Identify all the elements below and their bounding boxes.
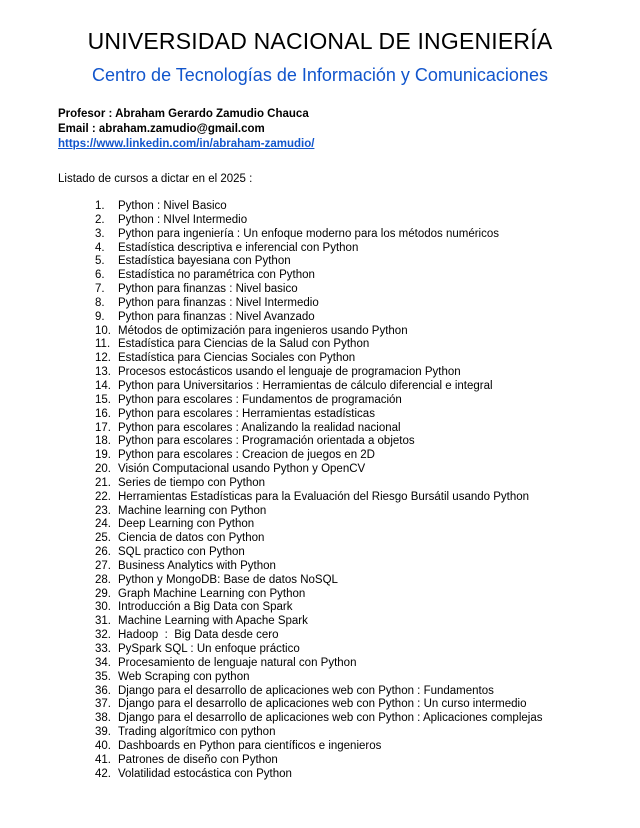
course-title: Volatilidad estocástica con Python: [118, 767, 292, 780]
course-number: 21.: [95, 476, 111, 489]
course-number: 10.: [95, 324, 111, 337]
course-item: [95, 532, 582, 546]
course-item: [95, 255, 582, 269]
course-title: Patrones de diseño con Python: [118, 753, 278, 766]
course-title: Python para escolares : Programación orientada a objetos: [118, 435, 415, 448]
course-item: [95, 768, 582, 782]
professor-info-block: [58, 107, 582, 152]
course-number: 33.: [95, 643, 111, 655]
course-item: [95, 629, 582, 643]
course-title: Python : Nivel Basico: [118, 200, 227, 212]
course-number: 36.: [95, 684, 111, 697]
course-item: [95, 463, 582, 477]
course-title: Python para Universitarios : Herramientas de cálculo diferencial e integral: [118, 379, 493, 392]
course-number: 37.: [95, 698, 111, 711]
course-number: 9.: [95, 310, 105, 323]
course-title: Graph Machine Learning con Python: [118, 587, 306, 600]
course-item: [95, 297, 582, 311]
course-number: 34.: [95, 656, 111, 669]
course-item: [95, 435, 582, 449]
course-title: Django para el desarrollo de aplicaciones web con Python : Fundamentos: [118, 684, 494, 697]
course-item: [95, 505, 582, 519]
course-number: 27.: [95, 559, 111, 572]
course-item: [95, 574, 582, 588]
course-number: 11.: [95, 338, 111, 351]
course-title: Estadística no paramétrica con Python: [118, 269, 315, 282]
course-title: Métodos de optimización para ingenieros usando Python: [118, 324, 408, 337]
course-number: 20.: [95, 463, 111, 476]
course-item: [95, 754, 582, 768]
course-title: Estadística para Ciencias Sociales con Python: [118, 352, 356, 365]
course-title: Visión Computacional usando Python y OpenCV: [118, 463, 366, 476]
course-number: 5.: [95, 255, 105, 268]
course-title: Python para finanzas : Nivel Intermedio: [118, 296, 319, 309]
course-number: 28.: [95, 573, 111, 586]
course-item: [95, 560, 582, 574]
course-number: 15.: [95, 393, 111, 406]
course-item: [95, 366, 582, 380]
linkedin-link[interactable]: https://www.linkedin.com/in/abraham-zamudio/: [58, 138, 315, 150]
course-item: [95, 394, 582, 408]
course-number: 41.: [95, 753, 111, 766]
course-item: [95, 242, 582, 256]
course-number: 42.: [95, 767, 111, 780]
course-title: Estadística bayesiana con Python: [118, 255, 291, 268]
course-title: Web Scraping con python: [118, 670, 250, 683]
course-number: 3.: [95, 227, 105, 240]
course-item: [95, 698, 582, 712]
course-number: 13.: [95, 366, 111, 379]
course-title: Series de tiempo con Python: [118, 476, 266, 489]
course-item: [95, 491, 582, 505]
course-title: Procesamiento de lenguaje natural con Python: [118, 656, 357, 669]
course-item: [95, 477, 582, 491]
course-number: 7.: [95, 283, 105, 296]
course-title: Dashboards en Python para científicos e ingenieros: [118, 739, 382, 752]
document-page: [0, 28, 640, 828]
linkedin-line: [58, 137, 582, 152]
course-item: [95, 228, 582, 242]
course-title: Python para escolares : Creacion de juegos en 2D: [118, 449, 375, 462]
course-title: Python para escolares : Analizando la realidad nacional: [118, 421, 401, 434]
professor-email-line: Email : abraham.zamudio@gmail.com: [58, 123, 265, 135]
course-number: 17.: [95, 421, 111, 434]
course-title: Machine Learning with Apache Spark: [118, 615, 308, 628]
page-title: UNIVERSIDAD NACIONAL DE INGENIERÍA: [87, 28, 553, 54]
course-title: Python para ingeniería : Un enfoque moderno para los métodos numéricos: [118, 227, 500, 240]
course-number: 39.: [95, 726, 111, 739]
course-number: 26.: [95, 546, 111, 559]
course-number: 18.: [95, 435, 111, 448]
course-title: Django para el desarrollo de aplicaciones web con Python : Un curso intermedio: [118, 698, 527, 711]
course-number: 22.: [95, 490, 111, 503]
course-item: [95, 712, 582, 726]
course-number: 12.: [95, 352, 111, 365]
course-title: Machine learning con Python: [118, 504, 267, 517]
course-item: [95, 408, 582, 422]
course-item: [95, 643, 582, 657]
course-title: Procesos estocásticos usando el lenguaje de programacion Python: [118, 366, 461, 379]
course-title: Trading algorítmico con python: [118, 726, 276, 739]
course-number: 6.: [95, 269, 105, 282]
course-title: Python para finanzas : Nivel Avanzado: [118, 310, 315, 323]
course-number: 4.: [95, 241, 105, 254]
course-title: Business Analytics with Python: [118, 559, 276, 572]
course-item: [95, 283, 582, 297]
course-title: Python y MongoDB: Base de datos NoSQL: [118, 573, 338, 586]
course-number: 31.: [95, 615, 111, 628]
course-title: Estadística descriptiva e inferencial con Python: [118, 241, 359, 254]
course-number: 32.: [95, 629, 111, 642]
course-title: Estadística para Ciencias de la Salud con Python: [118, 338, 370, 351]
course-number: 23.: [95, 504, 111, 517]
course-number: 25.: [95, 532, 111, 545]
course-title: Introducción a Big Data con Spark: [118, 601, 293, 614]
course-number: 30.: [95, 601, 111, 614]
course-number: 29.: [95, 587, 111, 600]
course-title: Herramientas Estadísticas para la Evaluación del Riesgo Bursátil usando Python: [118, 490, 530, 503]
courses-intro: Listado de cursos a dictar en el 2025 :: [58, 173, 253, 185]
course-title: Python para finanzas : Nivel basico: [118, 283, 298, 296]
course-title: SQL practico con Python: [118, 546, 245, 559]
course-item: [95, 449, 582, 463]
course-number: 35.: [95, 670, 111, 683]
page-subtitle: Centro de Tecnologías de Información y Comunicaciones: [92, 65, 548, 85]
course-title: Deep Learning con Python: [118, 518, 255, 531]
course-item: [95, 601, 582, 615]
course-title: Python para escolares : Fundamentos de programación: [118, 393, 402, 406]
course-item: [95, 325, 582, 339]
course-title: Hadoop : Big Data desde cero: [118, 629, 279, 642]
course-number: 24.: [95, 518, 111, 531]
course-title: Python : NIvel Intermedio: [118, 213, 248, 226]
course-item: [95, 311, 582, 325]
course-item: [95, 726, 582, 740]
course-number: 38.: [95, 712, 111, 725]
professor-name-line: Profesor : Abraham Gerardo Zamudio Chauca: [58, 108, 309, 120]
course-item: [95, 338, 582, 352]
course-item: [95, 518, 582, 532]
course-number: 14.: [95, 379, 111, 392]
course-item: [95, 657, 582, 671]
course-item: [95, 380, 582, 394]
course-title: Django para el desarrollo de aplicaciones web con Python : Aplicaciones complejas: [118, 712, 543, 725]
course-title: Ciencia de datos con Python: [118, 532, 265, 545]
course-number: 40.: [95, 739, 111, 752]
course-item: [95, 588, 582, 602]
course-number: 1.: [95, 200, 105, 212]
course-item: [95, 671, 582, 685]
course-number: 16.: [95, 407, 111, 420]
course-item: [95, 615, 582, 629]
course-number: 8.: [95, 296, 105, 309]
course-number: 19.: [95, 449, 111, 462]
course-item: [95, 685, 582, 699]
course-item: [95, 740, 582, 754]
course-item: [95, 214, 582, 228]
course-title: Python para escolares : Herramientas estadísticas: [118, 407, 375, 420]
course-title: PySpark SQL : Un enfoque práctico: [118, 643, 300, 655]
course-item: [95, 546, 582, 560]
course-number: 2.: [95, 213, 105, 226]
course-item: [95, 269, 582, 283]
course-list: [58, 200, 582, 781]
course-item: [95, 352, 582, 366]
course-item: [95, 200, 582, 214]
course-item: [95, 422, 582, 436]
